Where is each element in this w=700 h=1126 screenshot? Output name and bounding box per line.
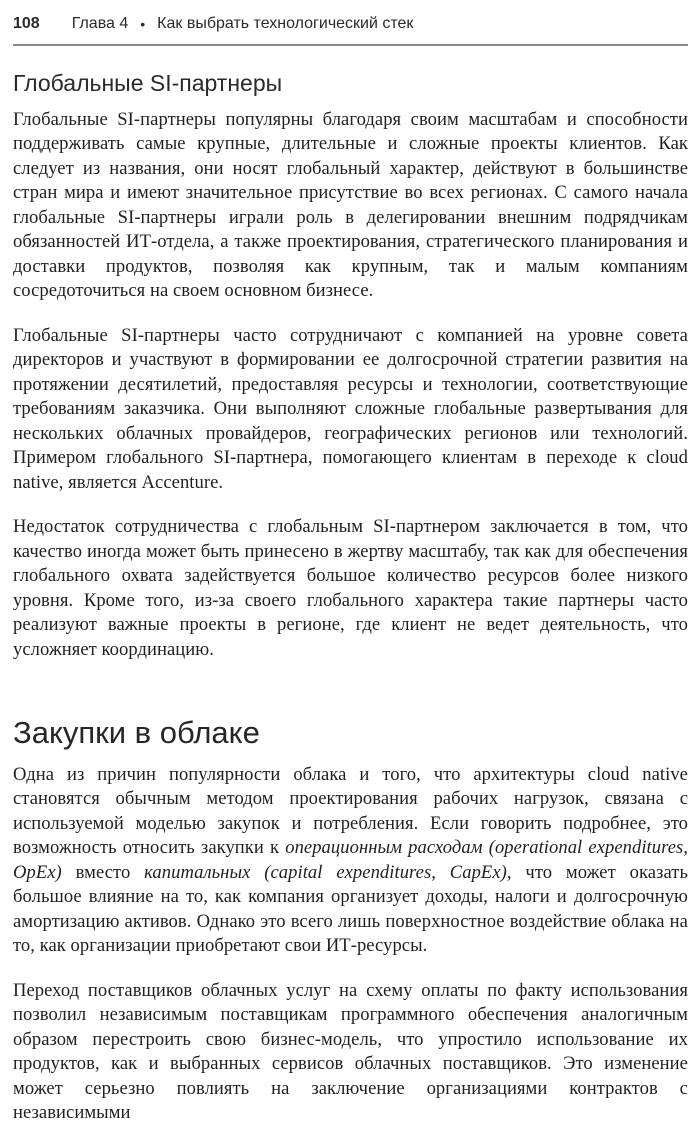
paragraph-cloud-1-mid: вместо bbox=[61, 861, 145, 883]
paragraph-cloud-1-start: Одна из причин популярности облака и того, что архитектуры cloud native становятся обычным методом проектирования рабочих нагрузок, связана с используемой моделью закупок и потребления. Если говорить подробнее, это возможность относить закупки к bbox=[13, 763, 688, 859]
paragraph-cloud-1 bbox=[13, 763, 688, 959]
paragraph-si-3: Недостаток сотрудничества с глобальным SI-партнером заключается в том, что качество иногда может быть принесено в жертву масштабу, так как для обеспечения глобального охвата задействуется большое количество ресурсов более низкого уровня. Кроме того, из-за своего глобального характера такие партнеры часто реализуют важные проекты в регионе, где клиент не ведет деятельность, что усложняет координацию. bbox=[13, 516, 688, 660]
section-heading-si-partners: Глобальные SI-партнеры bbox=[13, 70, 283, 96]
page-number: 108 bbox=[13, 15, 40, 32]
paragraph-si-2: Глобальные SI-партнеры часто сотрудничают с компанией на уровне совета директоров и участвуют в формировании ее долгосрочной стратегии развития на протяжении десятилетий, предоставляя ресурсы и технологии, соответствующие требованиям заказчика. Они выполняют сложные глобальные развертывания для нескольких облачных провайдеров, географических регионов или технологий. Примером глобального SI-партнера, помогающего клиентам в переходе к cloud native, является Accenture. bbox=[13, 324, 688, 493]
chapter-label: Глава 4 bbox=[71, 15, 129, 32]
paragraph-si-1: Глобальные SI-партнеры популярны благодаря своим масштабам и способности поддерживать самые крупные, длительные и сложные проекты клиентов. Как следует из названия, они носят глобальный характер, действуют в большинстве стран мира и имеют значительное присутствие во всех регионах. С самого начала глобальные SI-партнеры играли роль в делегировании внешним подрядчикам обязанностей ИТ-отдела, а также проектирования, стратегического планирования и доставки продуктов, позволяя как крупным, так и малым компаниям сосредоточиться на своем основном бизнесе. bbox=[13, 108, 688, 302]
term-opex: операционным расходам (operational expenditures, OpEx) bbox=[13, 837, 688, 883]
running-header bbox=[13, 0, 688, 46]
term-capex: капитальных (capital expenditures, CapEx) bbox=[144, 861, 507, 883]
paragraph-cloud-2: Переход поставщиков облачных услуг на схему оплаты по факту использования позволил независимым поставщикам программного обеспечения аналогичным образом перестроить свою бизнес-модель, что упростило использование их продуктов, как и выбранных сервисов облачных поставщиков. Это изменение может серьезно повлиять на заключение организациями контрактов с независимыми bbox=[13, 979, 688, 1124]
chapter-title: Как выбрать технологический стек bbox=[157, 15, 414, 32]
paragraph-cloud-1-end: , что может оказать большое влияние на то, как компания организует доходы, налоги и долгосрочную амортизацию активов. Однако это всего лишь поверхностное воздействие облака на то, как организации приобретают свои ИТ-ресурсы. bbox=[13, 861, 688, 957]
header-bullet: • bbox=[140, 16, 146, 32]
section-heading-cloud-procurement: Закупки в облаке bbox=[13, 715, 260, 751]
